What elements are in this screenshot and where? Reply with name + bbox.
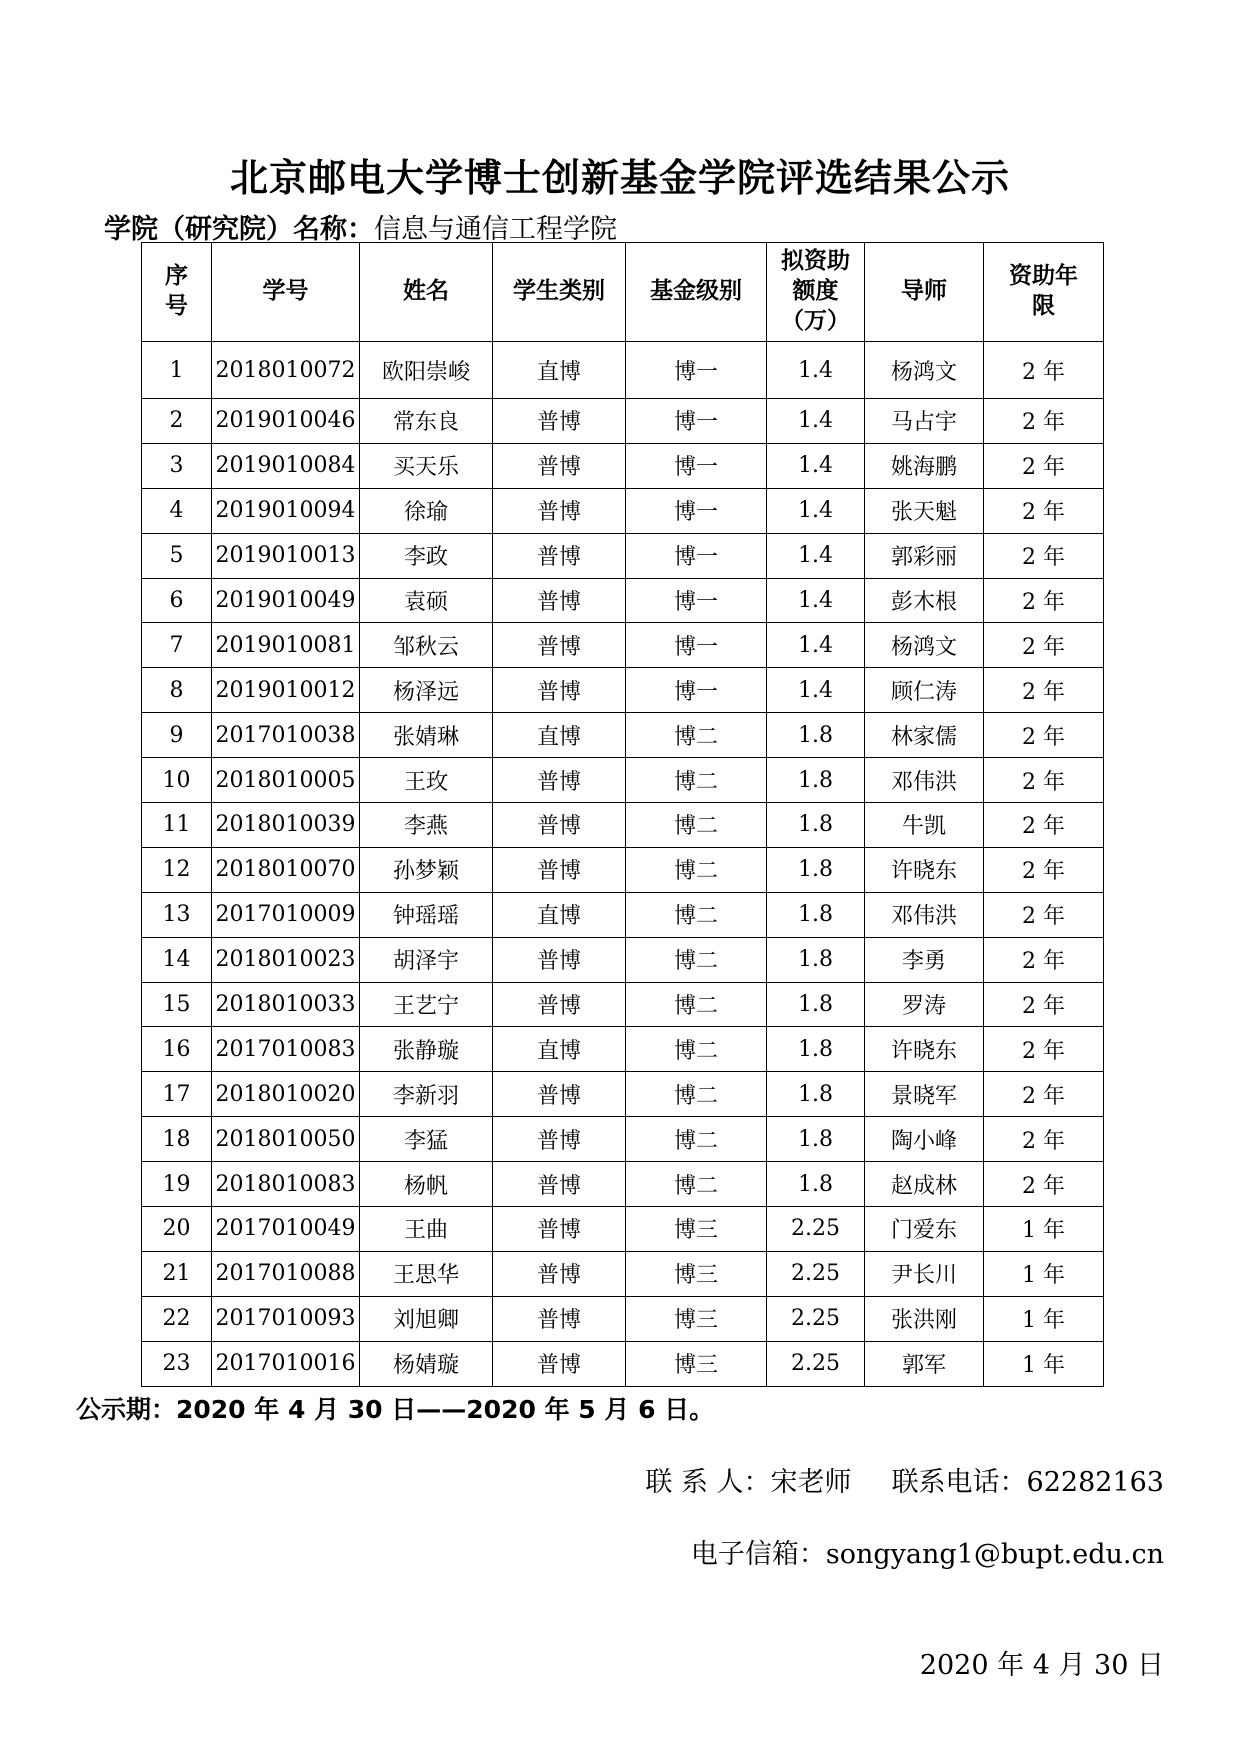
advisor-cell: 李勇 [865,937,984,982]
student-type-cell: 直博 [493,1027,626,1072]
advisor-cell: 彭木根 [865,578,984,623]
student-id-cell: 2019010012 [212,668,360,713]
header-duration: 资助年 限 [984,243,1104,342]
header-student-id: 学号 [212,243,360,342]
student-id-cell: 2017010016 [212,1341,360,1386]
advisor-cell: 罗涛 [865,982,984,1027]
advisor-cell: 尹长川 [865,1251,984,1296]
student-id-cell: 2018010023 [212,937,360,982]
name-cell: 杨帆 [360,1162,493,1207]
table-row [142,342,1104,399]
fund-level-cell: 博二 [626,1162,767,1207]
fund-level-cell: 博二 [626,847,767,892]
duration-cell: 2 年 [984,488,1104,533]
advisor-cell: 马占宇 [865,399,984,444]
name-cell: 孙梦颖 [360,847,493,892]
duration-cell: 2 年 [984,443,1104,488]
header-student-type: 学生类别 [493,243,626,342]
seq-cell: 5 [142,533,212,578]
student-type-cell: 普博 [493,1162,626,1207]
header-name: 姓名 [360,243,493,342]
seq-cell: 18 [142,1117,212,1162]
name-cell: 袁硕 [360,578,493,623]
student-type-cell: 普博 [493,1117,626,1162]
seq-cell: 19 [142,1162,212,1207]
header-amount: 拟资助 额度 （万） [767,243,865,342]
student-type-cell: 普博 [493,488,626,533]
fund-level-cell: 博一 [626,578,767,623]
fund-level-cell: 博二 [626,713,767,758]
advisor-cell: 许晓东 [865,1027,984,1072]
student-id-cell: 2018010083 [212,1162,360,1207]
table-row [142,1251,1104,1296]
table-row [142,1027,1104,1072]
fund-level-cell: 博三 [626,1341,767,1386]
contact-phone: 联系电话：62282163 [891,1467,1164,1498]
name-cell: 李政 [360,533,493,578]
seq-cell: 12 [142,847,212,892]
seq-cell: 14 [142,937,212,982]
name-cell: 张静璇 [360,1027,493,1072]
student-id-cell: 2017010088 [212,1251,360,1296]
name-cell: 李燕 [360,803,493,848]
table-row [142,1296,1104,1341]
amount-cell: 1.4 [767,488,865,533]
header-advisor: 导师 [865,243,984,342]
amount-cell: 1.8 [767,713,865,758]
student-type-cell: 普博 [493,1296,626,1341]
issue-date: 2020 年 4 月 30 日 [919,1650,1164,1681]
amount-cell: 1.8 [767,1072,865,1117]
name-cell: 王玫 [360,758,493,803]
contact-person: 联 系 人：宋老师 [645,1467,852,1498]
name-cell: 杨婧璇 [360,1341,493,1386]
name-cell: 刘旭卿 [360,1296,493,1341]
table-row [142,1207,1104,1252]
results-table [141,242,1104,1387]
advisor-cell: 张洪刚 [865,1296,984,1341]
student-id-cell: 2018010050 [212,1117,360,1162]
seq-cell: 8 [142,668,212,713]
advisor-cell: 林家儒 [865,713,984,758]
table-row [142,1162,1104,1207]
college-name: 信息与通信工程学院 [374,214,617,245]
student-type-cell: 普博 [493,982,626,1027]
college-line [104,207,617,246]
advisor-cell: 顾仁涛 [865,668,984,713]
student-id-cell: 2017010038 [212,713,360,758]
amount-cell: 2.25 [767,1251,865,1296]
name-cell: 李猛 [360,1117,493,1162]
seq-cell: 4 [142,488,212,533]
student-type-cell: 普博 [493,847,626,892]
table-body [142,342,1104,1387]
advisor-cell: 张天魁 [865,488,984,533]
student-id-cell: 2017010083 [212,1027,360,1072]
name-cell: 邹秋云 [360,623,493,668]
student-id-cell: 2019010084 [212,443,360,488]
duration-cell: 2 年 [984,623,1104,668]
student-type-cell: 直博 [493,713,626,758]
student-id-cell: 2017010009 [212,892,360,937]
name-cell: 买天乐 [360,443,493,488]
duration-cell: 1 年 [984,1207,1104,1252]
student-type-cell: 普博 [493,803,626,848]
amount-cell: 1.8 [767,758,865,803]
amount-cell: 1.4 [767,578,865,623]
duration-cell: 2 年 [984,342,1104,399]
duration-cell: 2 年 [984,1162,1104,1207]
fund-level-cell: 博二 [626,1072,767,1117]
student-type-cell: 普博 [493,1207,626,1252]
duration-cell: 2 年 [984,937,1104,982]
table-header-row [142,243,1104,342]
fund-level-cell: 博二 [626,892,767,937]
contact-line [645,1460,1164,1499]
advisor-cell: 赵成林 [865,1162,984,1207]
seq-cell: 10 [142,758,212,803]
amount-cell: 2.25 [767,1207,865,1252]
table-row [142,668,1104,713]
fund-level-cell: 博二 [626,803,767,848]
name-cell: 常东良 [360,399,493,444]
contact-email: 电子信箱：songyang1@bupt.edu.cn [690,1539,1164,1570]
name-cell: 王曲 [360,1207,493,1252]
advisor-cell: 姚海鹏 [865,443,984,488]
amount-cell: 2.25 [767,1296,865,1341]
student-type-cell: 普博 [493,1251,626,1296]
fund-level-cell: 博二 [626,982,767,1027]
amount-cell: 1.8 [767,1027,865,1072]
student-type-cell: 普博 [493,668,626,713]
name-cell: 李新羽 [360,1072,493,1117]
name-cell: 王艺宁 [360,982,493,1027]
table-row [142,803,1104,848]
student-type-cell: 普博 [493,443,626,488]
table-row [142,1341,1104,1386]
advisor-cell: 门爱东 [865,1207,984,1252]
duration-cell: 1 年 [984,1251,1104,1296]
amount-cell: 2.25 [767,1341,865,1386]
duration-cell: 2 年 [984,533,1104,578]
student-id-cell: 2019010081 [212,623,360,668]
student-type-cell: 普博 [493,623,626,668]
document-title: 北京邮电大学博士创新基金学院评选结果公示 [229,156,1010,200]
duration-cell: 2 年 [984,1027,1104,1072]
amount-cell: 1.4 [767,399,865,444]
duration-cell: 1 年 [984,1296,1104,1341]
fund-level-cell: 博一 [626,623,767,668]
advisor-cell: 郭彩丽 [865,533,984,578]
duration-cell: 2 年 [984,1117,1104,1162]
student-id-cell: 2018010070 [212,847,360,892]
student-type-cell: 普博 [493,1341,626,1386]
table-row [142,488,1104,533]
fund-level-cell: 博二 [626,1117,767,1162]
duration-cell: 1 年 [984,1341,1104,1386]
student-id-cell: 2017010093 [212,1296,360,1341]
fund-level-cell: 博一 [626,488,767,533]
advisor-cell: 牛凯 [865,803,984,848]
name-cell: 张婧琳 [360,713,493,758]
publicity-period: 公示期：2020 年 4 月 30 日——2020 年 5 月 6 日。 [76,1395,715,1424]
table-row [142,847,1104,892]
table-row [142,399,1104,444]
duration-cell: 2 年 [984,982,1104,1027]
fund-level-cell: 博二 [626,1027,767,1072]
duration-cell: 2 年 [984,803,1104,848]
fund-level-cell: 博一 [626,443,767,488]
seq-cell: 7 [142,623,212,668]
student-type-cell: 普博 [493,578,626,623]
seq-cell: 16 [142,1027,212,1072]
student-id-cell: 2019010049 [212,578,360,623]
name-cell: 欧阳崇峻 [360,342,493,399]
amount-cell: 1.8 [767,803,865,848]
advisor-cell: 郭军 [865,1341,984,1386]
student-id-cell: 2017010049 [212,1207,360,1252]
fund-level-cell: 博三 [626,1207,767,1252]
student-id-cell: 2019010013 [212,533,360,578]
seq-cell: 17 [142,1072,212,1117]
student-id-cell: 2018010072 [212,342,360,399]
seq-cell: 6 [142,578,212,623]
table-row [142,892,1104,937]
header-fund-level: 基金级别 [626,243,767,342]
student-id-cell: 2018010020 [212,1072,360,1117]
name-cell: 徐瑜 [360,488,493,533]
duration-cell: 2 年 [984,758,1104,803]
college-label: 学院（研究院）名称： [104,214,374,245]
amount-cell: 1.4 [767,443,865,488]
duration-cell: 2 年 [984,847,1104,892]
amount-cell: 1.4 [767,623,865,668]
student-type-cell: 普博 [493,937,626,982]
fund-level-cell: 博二 [626,758,767,803]
amount-cell: 1.8 [767,847,865,892]
name-cell: 钟瑶瑶 [360,892,493,937]
student-type-cell: 普博 [493,1072,626,1117]
fund-level-cell: 博三 [626,1296,767,1341]
amount-cell: 1.8 [767,892,865,937]
duration-cell: 2 年 [984,668,1104,713]
fund-level-cell: 博二 [626,937,767,982]
header-seq: 序 号 [142,243,212,342]
amount-cell: 1.8 [767,1162,865,1207]
duration-cell: 2 年 [984,399,1104,444]
fund-level-cell: 博一 [626,342,767,399]
table-row [142,1117,1104,1162]
seq-cell: 11 [142,803,212,848]
name-cell: 杨泽远 [360,668,493,713]
table-row [142,982,1104,1027]
student-type-cell: 普博 [493,399,626,444]
fund-level-cell: 博三 [626,1251,767,1296]
seq-cell: 1 [142,342,212,399]
fund-level-cell: 博一 [626,668,767,713]
amount-cell: 1.4 [767,533,865,578]
seq-cell: 15 [142,982,212,1027]
table-row [142,713,1104,758]
table-row [142,1072,1104,1117]
duration-cell: 2 年 [984,713,1104,758]
student-id-cell: 2018010039 [212,803,360,848]
seq-cell: 2 [142,399,212,444]
amount-cell: 1.8 [767,982,865,1027]
table-row [142,937,1104,982]
seq-cell: 3 [142,443,212,488]
student-id-cell: 2019010046 [212,399,360,444]
student-type-cell: 普博 [493,758,626,803]
name-cell: 胡泽宇 [360,937,493,982]
student-type-cell: 直博 [493,892,626,937]
student-type-cell: 普博 [493,533,626,578]
duration-cell: 2 年 [984,578,1104,623]
name-cell: 王思华 [360,1251,493,1296]
student-id-cell: 2018010005 [212,758,360,803]
seq-cell: 21 [142,1251,212,1296]
table-row [142,533,1104,578]
duration-cell: 2 年 [984,892,1104,937]
duration-cell: 2 年 [984,1072,1104,1117]
table-row [142,623,1104,668]
amount-cell: 1.8 [767,937,865,982]
fund-level-cell: 博一 [626,399,767,444]
advisor-cell: 杨鸿文 [865,342,984,399]
table-row [142,758,1104,803]
advisor-cell: 杨鸿文 [865,623,984,668]
amount-cell: 1.4 [767,668,865,713]
advisor-cell: 许晓东 [865,847,984,892]
seq-cell: 20 [142,1207,212,1252]
advisor-cell: 陶小峰 [865,1117,984,1162]
seq-cell: 22 [142,1296,212,1341]
advisor-cell: 邓伟洪 [865,892,984,937]
amount-cell: 1.8 [767,1117,865,1162]
table-row [142,578,1104,623]
advisor-cell: 景晓军 [865,1072,984,1117]
student-type-cell: 直博 [493,342,626,399]
seq-cell: 9 [142,713,212,758]
student-id-cell: 2019010094 [212,488,360,533]
table-row [142,443,1104,488]
student-id-cell: 2018010033 [212,982,360,1027]
advisor-cell: 邓伟洪 [865,758,984,803]
amount-cell: 1.4 [767,342,865,399]
seq-cell: 13 [142,892,212,937]
fund-level-cell: 博一 [626,533,767,578]
seq-cell: 23 [142,1341,212,1386]
